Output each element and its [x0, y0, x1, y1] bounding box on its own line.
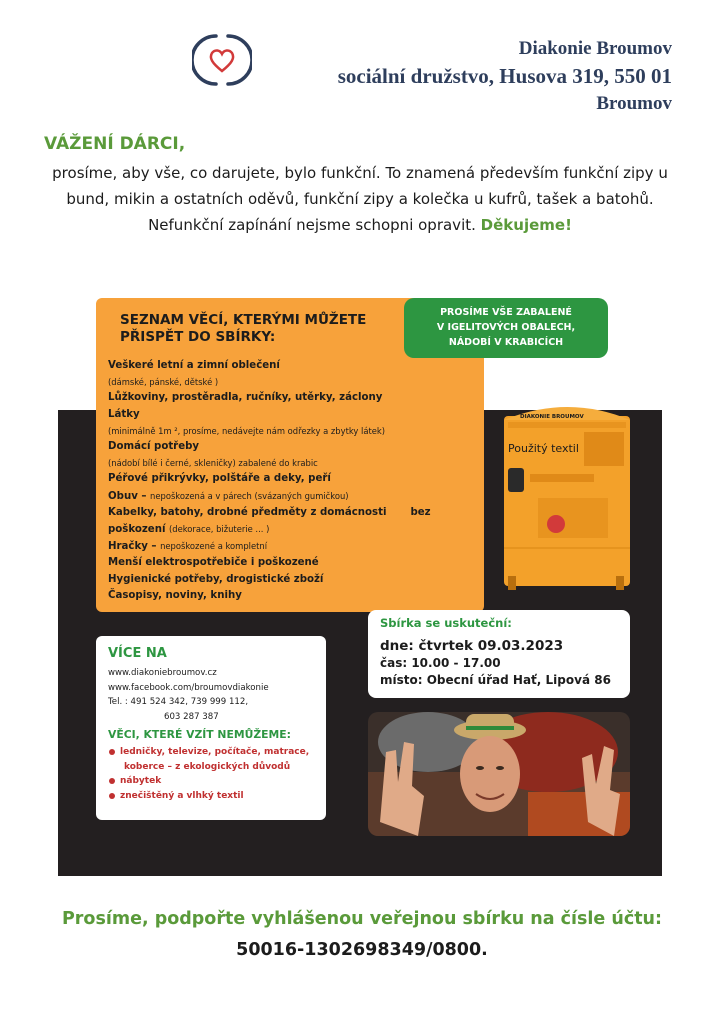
greeting-heading: VÁŽENÍ DÁRCI, — [44, 134, 186, 154]
packing-note-line: V IGELITOVÝCH OBALECH, — [436, 322, 576, 333]
list-item — [108, 538, 466, 555]
list-item: Látky — [108, 408, 140, 420]
collection-details — [368, 610, 630, 698]
not-accepted-item: koberce – z ekologických důvodů — [124, 761, 291, 772]
list-item: Menší elektrospotřebiče i poškozené — [108, 557, 319, 569]
not-accepted-list — [108, 745, 314, 803]
list-item: nábytek — [108, 774, 314, 789]
collection-date: dne: čtvrtek 09.03.2023 — [380, 638, 564, 654]
list-item — [108, 745, 314, 774]
list-item: Veškeré letní a zimní oblečení — [108, 360, 280, 371]
not-accepted-title: VĚCI, KTERÉ VZÍT NEMŮŽEME: — [108, 728, 291, 741]
list-item-note: nepoškozené a kompletní — [160, 541, 268, 552]
collection-place: místo: Obecní úřad Hať, Lipová 86 — [380, 673, 611, 687]
intro-text: prosíme, aby vše, co darujete, bylo funkční. To znamená především funkční zipy u bund, mikin a ostatních oděvů, funkční zipy a kolečka u kufrů, tašek a batohů. Nefunkční zapínání nejsme schopni opravit. — [52, 164, 668, 234]
list-heading-line: PŘISPĚT DO SBÍRKY: — [120, 329, 276, 345]
contact-info-box — [96, 636, 326, 820]
list-item-title: Hračky – — [108, 541, 157, 553]
org-name: Diakonie Broumov — [518, 38, 672, 59]
packing-note-line: NÁDOBÍ V KRABICÍCH — [448, 337, 564, 348]
list-item: Časopisy, noviny, knihy — [108, 589, 242, 601]
phone-numbers: Tel. : 491 524 342, 739 999 112, — [108, 697, 249, 707]
list-item — [108, 488, 466, 505]
container-label: Použitý textil — [508, 442, 579, 455]
donation-items — [108, 358, 466, 604]
list-item-title: Kabelky, batohy, drobné předměty z domácnosti — [108, 506, 387, 518]
donation-appeal: Prosíme, podpořte vyhlášenou veřejnou sbírku na čísle účtu: — [61, 909, 663, 929]
thanks-text: Děkujeme! — [480, 216, 572, 234]
not-accepted-item: ledničky, televize, počítače, matrace, — [120, 747, 310, 757]
facebook-link[interactable]: www.facebook.com/broumovdiakonie — [108, 682, 269, 693]
packing-note-line: PROSÍME VŠE ZABALENÉ — [440, 307, 572, 318]
list-item-title: Obuv – — [108, 490, 147, 502]
list-item: Domácí potřeby — [108, 441, 200, 453]
phone-numbers-cont: 603 287 387 — [164, 711, 219, 722]
list-item: Lůžkoviny, prostěradla, ručníky, utěrky, záclony — [108, 392, 383, 404]
organization-header — [252, 36, 672, 118]
list-item-note: (nádobí bílé i černé, skleničky) zabalené do krabic — [108, 458, 318, 469]
container-brand: DIAKONIE BROUMOV — [520, 414, 584, 420]
more-info-title: VÍCE NA — [108, 646, 167, 661]
man-photo — [368, 712, 630, 836]
packing-note — [404, 298, 608, 358]
list-heading-line: SEZNAM VĚCÍ, KTERÝMI MŮŽETE — [120, 312, 367, 328]
collection-time: čas: 10.00 - 17.00 — [380, 656, 501, 670]
org-address: sociální družstvo, Husova 319, 550 01 — [337, 64, 672, 88]
diakonie-heart-logo — [192, 30, 252, 90]
list-item: Hygienické potřeby, drogistické zboží — [108, 573, 324, 585]
intro-paragraph — [50, 160, 670, 238]
website-link[interactable]: www.diakoniebroumov.cz — [108, 668, 217, 678]
textile-container-image — [498, 398, 636, 594]
list-item: znečištěný a vlhký textil — [108, 789, 314, 804]
list-item-note: (minimálně 1m ², prosíme, nedávejte nám odřezky a zbytky látek) — [108, 425, 386, 436]
list-item-note: (dekorace, bižuterie ... ) — [169, 524, 270, 535]
list-item-title: bez — [410, 506, 431, 518]
collection-title: Sbírka se uskuteční: — [380, 616, 512, 630]
list-item: Péřové přikrývky, polštáře a deky, peří — [108, 473, 331, 485]
list-item-note: (dámské, pánské, dětské ) — [108, 377, 219, 388]
bank-account-number: 50016-1302698349/0800. — [236, 940, 488, 960]
list-item-title: poškození — [108, 524, 166, 536]
org-city: Broumov — [596, 93, 672, 114]
list-item-note: nepoškozená a v párech (svázaných gumičkou) — [150, 490, 349, 501]
list-item — [108, 521, 466, 538]
list-item — [108, 505, 466, 521]
